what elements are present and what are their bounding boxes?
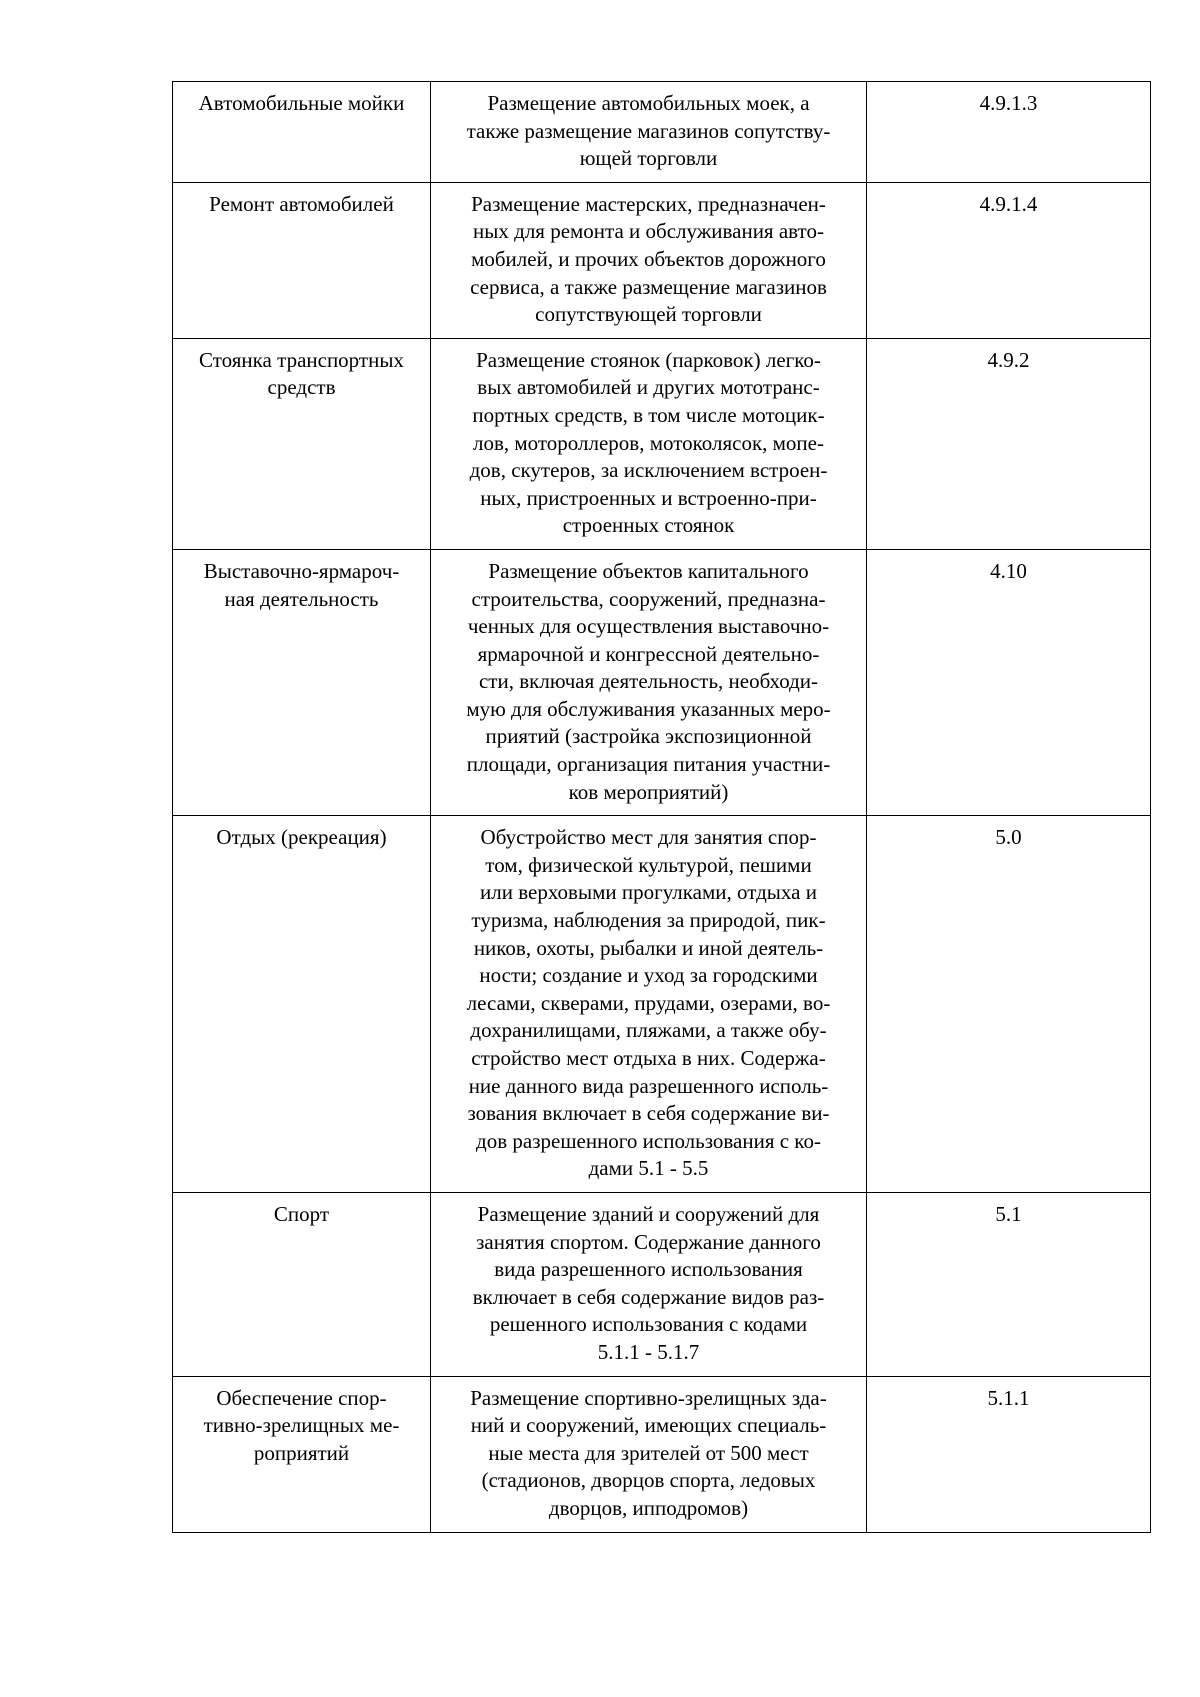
use-code: 5.0 [995,825,1022,850]
use-name: Стоянка транспортных средств [199,347,404,400]
use-name-cell [173,338,431,549]
use-description-cell [431,1376,867,1532]
use-code-cell [867,1192,1151,1376]
use-name-cell [173,1376,431,1532]
use-description: Размещение объектов капитального строительства, сооружений, предназна- ченных для осуществления выставочно- ярмарочной и конгрессной деятельно- сти, включая деятельность, необходи- мую для обслуживания указанных меро- приятий (застройка экспозиционной площади, организация питания участни- ков мероприятий) [466,558,831,804]
use-description-cell [431,182,867,338]
use-description-cell [431,816,867,1193]
use-description: Обустройство мест для занятия спор- том, физической культурой, пешими или верховыми прогулками, отдыха и туризма, наблюдения за природой, пик- ников, охоты, рыбалки и иной деятель- ности; создание и уход за городскими лесами, скверами, прудами, озерами, во- дохранилищами, пляжами, а также обу- стройство мест отдыха в них. Содержа- ние данного вида разрешенного исполь- зования включает в себя содержание ви- дов разрешенного использования с ко- дами 5.1 - 5.5 [466,825,831,1181]
use-description: Размещение спортивно-зрелищных зда- ний и сооружений, имеющих специаль- ные места для зрителей от 500 мест (стадионов, дворцов спорта, ледовых дворцов, ипподромов) [470,1385,827,1520]
use-name: Выставочно-ярмароч- ная деятельность [203,558,400,611]
use-code-cell [867,816,1151,1193]
use-code-cell [867,338,1151,549]
table-row [173,816,1151,1193]
use-name: Ремонт автомобилей [209,191,394,216]
use-name-cell [173,182,431,338]
use-code: 4.9.1.4 [979,191,1038,216]
table-row [173,182,1151,338]
land-use-table [172,81,1151,1533]
use-description: Размещение зданий и сооружений для занятия спортом. Содержание данного вида разрешенного использования включает в себя содержание видов раз- решенного использования с кодами 5.1.1 - 5.1.7 [472,1201,825,1364]
use-code-cell [867,549,1151,815]
table-row [173,82,1151,183]
table-row [173,1376,1151,1532]
use-code: 4.9.2 [987,347,1030,372]
use-name: Обеспечение спор- тивно-зрелищных ме- роприятий [203,1385,400,1465]
use-code: 5.1 [995,1201,1022,1226]
use-description-cell [431,338,867,549]
table-row [173,1192,1151,1376]
use-code: 4.10 [990,558,1027,583]
use-description: Размещение автомобильных моек, а также размещение магазинов сопутству- ющей торговли [466,91,831,171]
use-description: Размещение стоянок (парковок) легко- вых автомобилей и других мототранс- портных средств, в том числе мотоцик- лов, мотороллеров, мотоколясок, мопе- дов, скутеров, за исключением встроен- ных, пристроенных и встроенно-при- строенных стоянок [469,347,828,538]
use-description-cell [431,82,867,183]
use-name-cell [173,82,431,183]
use-name-cell [173,816,431,1193]
use-code: 4.9.1.3 [979,91,1038,115]
table-row [173,338,1151,549]
use-name-cell [173,549,431,815]
use-name-cell [173,1192,431,1376]
table-row [173,549,1151,815]
use-description: Размещение мастерских, предназначен- ных для ремонта и обслуживания авто- мобилей, и прочих объектов дорожного сервиса, а также размещение магазинов сопутствующей торговли [470,191,827,327]
use-code-cell [867,182,1151,338]
use-code-cell [867,82,1151,183]
use-code: 5.1.1 [987,1385,1030,1410]
use-name: Автомобильные мойки [198,91,405,115]
use-description-cell [431,1192,867,1376]
use-name: Отдых (рекреация) [216,825,387,850]
use-code-cell [867,1376,1151,1532]
use-description-cell [431,549,867,815]
use-name: Спорт [273,1201,330,1226]
